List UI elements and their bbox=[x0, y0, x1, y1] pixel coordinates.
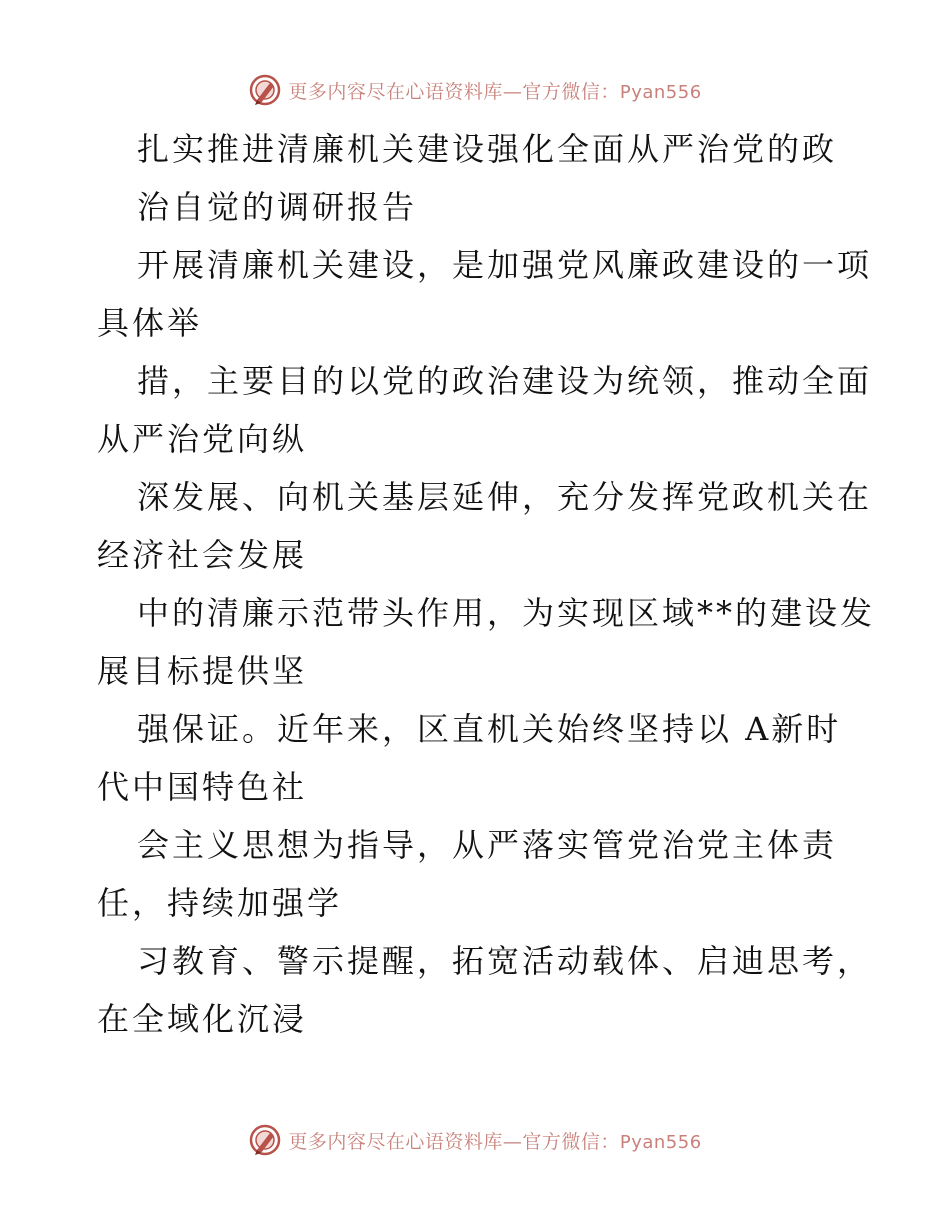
footer-banner bbox=[0, 1120, 950, 1160]
promo-dash: — bbox=[502, 80, 523, 103]
promo-text bbox=[288, 77, 701, 104]
text-line: 习教育、警示提醒，拓宽活动载体、启迪思考， bbox=[137, 942, 873, 980]
pen-logo-icon bbox=[248, 1123, 282, 1157]
promo-main: 更多内容尽在心语资料库 bbox=[288, 1130, 503, 1153]
text-line: 展目标提供坚 bbox=[97, 652, 308, 690]
text-line: 任，持续加强学 bbox=[97, 884, 343, 922]
text-line: 从严治党向纵 bbox=[97, 420, 308, 458]
promo-main: 更多内容尽在心语资料库 bbox=[288, 80, 503, 103]
promo-wechat-label: 官方微信： bbox=[522, 1130, 620, 1153]
text-line: 强保证。近年来，区直机关始终坚持以 A新时 bbox=[137, 710, 842, 748]
text-line: 开展清廉机关建设，是加强党风廉政建设的一项 bbox=[137, 246, 873, 284]
text-line: 中的清廉示范带头作用，为实现区域**的建设发 bbox=[137, 594, 876, 632]
promo-dash: — bbox=[502, 1130, 523, 1153]
text-line: 治自觉的调研报告 bbox=[137, 188, 418, 226]
text-line: 深发展、向机关基层延伸，充分发挥党政机关在 bbox=[137, 478, 873, 516]
promo-wechat-id: Pyan556 bbox=[619, 81, 702, 103]
promo-wechat-label: 官方微信： bbox=[522, 80, 620, 103]
text-line: 会主义思想为指导，从严落实管党治党主体责 bbox=[137, 826, 838, 864]
text-line: 代中国特色社 bbox=[97, 768, 308, 806]
pen-logo-icon bbox=[248, 73, 282, 107]
text-line: 措，主要目的以党的政治建设为统领，推动全面 bbox=[137, 362, 873, 400]
header-banner bbox=[0, 70, 950, 110]
text-line: 在全域化沉浸 bbox=[97, 1000, 308, 1038]
text-line: 具体举 bbox=[97, 304, 203, 342]
text-line: 经济社会发展 bbox=[97, 536, 308, 574]
text-line: 扎实推进清廉机关建设强化全面从严治党的政 bbox=[137, 130, 838, 168]
promo-text bbox=[288, 1127, 701, 1154]
promo-wechat-id: Pyan556 bbox=[619, 1131, 702, 1153]
document-body bbox=[97, 120, 876, 1048]
